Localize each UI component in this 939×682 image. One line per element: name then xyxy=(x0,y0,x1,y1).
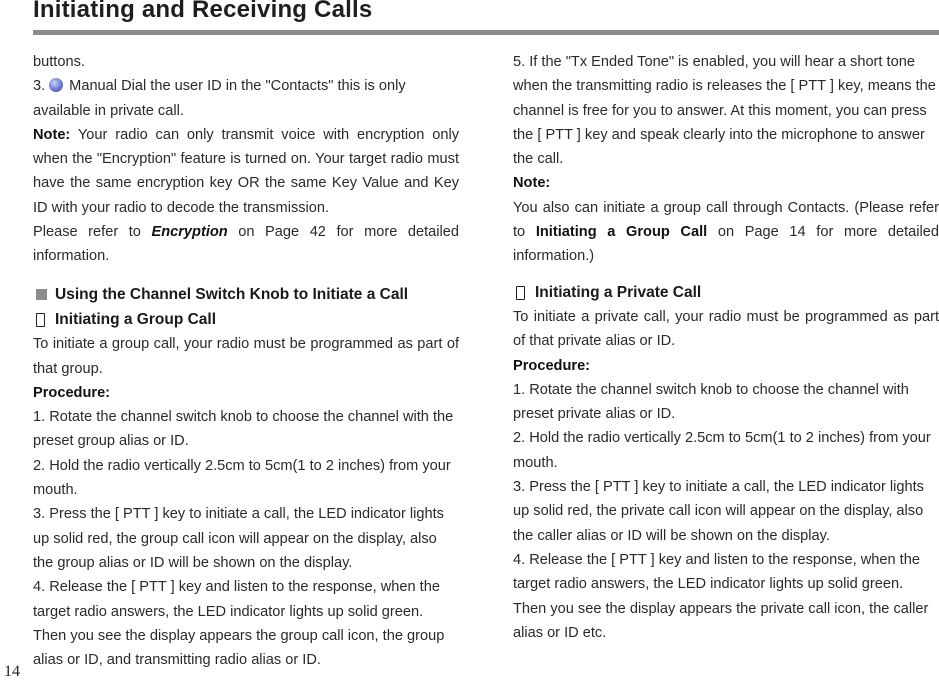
procedure-step: 2. Hold the radio vertically 2.5cm to 5cm(1 to 2 inches) from your mouth. xyxy=(33,457,451,499)
left-column xyxy=(33,50,459,672)
manual-dial-text: Manual Dial the user ID in the "Contacts" this is only available in private call. xyxy=(33,78,406,119)
encryption-link[interactable]: Encryption xyxy=(151,224,228,241)
note-post-text: on Page 14 for more detailed information.) xyxy=(513,224,939,265)
private-call-intro: To initiate a private call, your radio must be programmed as part of that private alias or ID. xyxy=(513,308,939,350)
section-heading xyxy=(33,283,459,307)
square-bullet-icon xyxy=(36,289,47,300)
group-call-link[interactable]: Initiating a Group Call xyxy=(535,224,708,241)
right-column xyxy=(513,50,939,645)
paragraph-buttons: buttons. xyxy=(33,54,85,70)
procedure-step: 2. Hold the radio vertically 2.5cm to 5cm(1 to 2 inches) from your mouth. xyxy=(513,430,931,471)
title-divider xyxy=(33,30,939,35)
radio-outline-icon xyxy=(36,313,45,327)
refer-post-text: on Page 42 for more detailed information. xyxy=(33,224,459,265)
refer-pre-text: Please refer to xyxy=(33,224,141,241)
refer-encryption xyxy=(33,220,459,269)
sub-title: Initiating a Private Call xyxy=(535,283,702,301)
note-encryption xyxy=(33,123,459,220)
procedure-step: 1. Rotate the channel switch knob to choose the channel with preset private alias or ID. xyxy=(513,381,909,423)
note-label: Note: xyxy=(513,175,551,192)
note-text: Your radio can only transmit voice with encryption only when the "Encryption" feature is turned on. Your target radio must have the same encryption key OR the same Key Value and Key ID with your radio to decode the transmission. xyxy=(33,126,459,216)
procedure-step: 4. Release the [ PTT ] key and listen to the response, when the target radio answers, the LED indicator lights up solid green. Then you see the display appears the private call icon, the caller alias or ID etc. xyxy=(513,551,929,641)
procedure-label: Procedure: xyxy=(513,357,591,374)
page-number: 14 xyxy=(4,663,20,680)
procedure-label: Procedure: xyxy=(33,384,111,401)
note-contacts xyxy=(513,196,939,269)
procedure-step: 5. If the "Tx Ended Tone" is enabled, you will hear a short tone when the transmitting radio is releases the [ PTT ] key, means the channel is free for you to answer. At this moment, you can press the [ PTT ] key and speak clearly into the microphone to answer the call. xyxy=(513,54,936,168)
procedure-step: 3. Press the [ PTT ] key to initiate a call, the LED indicator lights up solid red, the private call icon will appear on the display, also the caller alias or ID will be shown on the display. xyxy=(513,479,924,544)
note-pre-text: You also can initiate a group call through Contacts. (Please refer to xyxy=(513,199,939,241)
procedure-step: 1. Rotate the channel switch knob to choose the channel with the preset group alias or ID. xyxy=(33,409,454,450)
sub-heading-private-call xyxy=(513,281,939,305)
sub-title: Initiating a Group Call xyxy=(55,310,217,328)
sub-heading-group-call xyxy=(33,308,459,332)
group-call-intro: To initiate a group call, your radio must be programmed as part of that group. xyxy=(33,336,459,377)
page-title: Initiating and Receiving Calls xyxy=(33,0,373,23)
manual-dial-icon xyxy=(49,78,63,92)
procedure-step: 3. Press the [ PTT ] key to initiate a call, the LED indicator lights up solid red, the group call icon will appear on the display, also the group alias or ID will be shown on the display. xyxy=(33,506,444,571)
procedure-step: 4. Release the [ PTT ] key and listen to the response, when the target radio answers, the LED indicator lights up solid green. Then you see the display appears the group call icon, the group alias or ID, and transmitting radio alias or ID. xyxy=(33,579,445,669)
step-number: 3. xyxy=(33,78,46,95)
radio-outline-icon xyxy=(516,286,525,300)
note-label: Note: xyxy=(33,126,71,143)
section-title: Using the Channel Switch Knob to Initiate a Call xyxy=(55,285,409,303)
paragraph-manual-dial xyxy=(33,74,459,123)
